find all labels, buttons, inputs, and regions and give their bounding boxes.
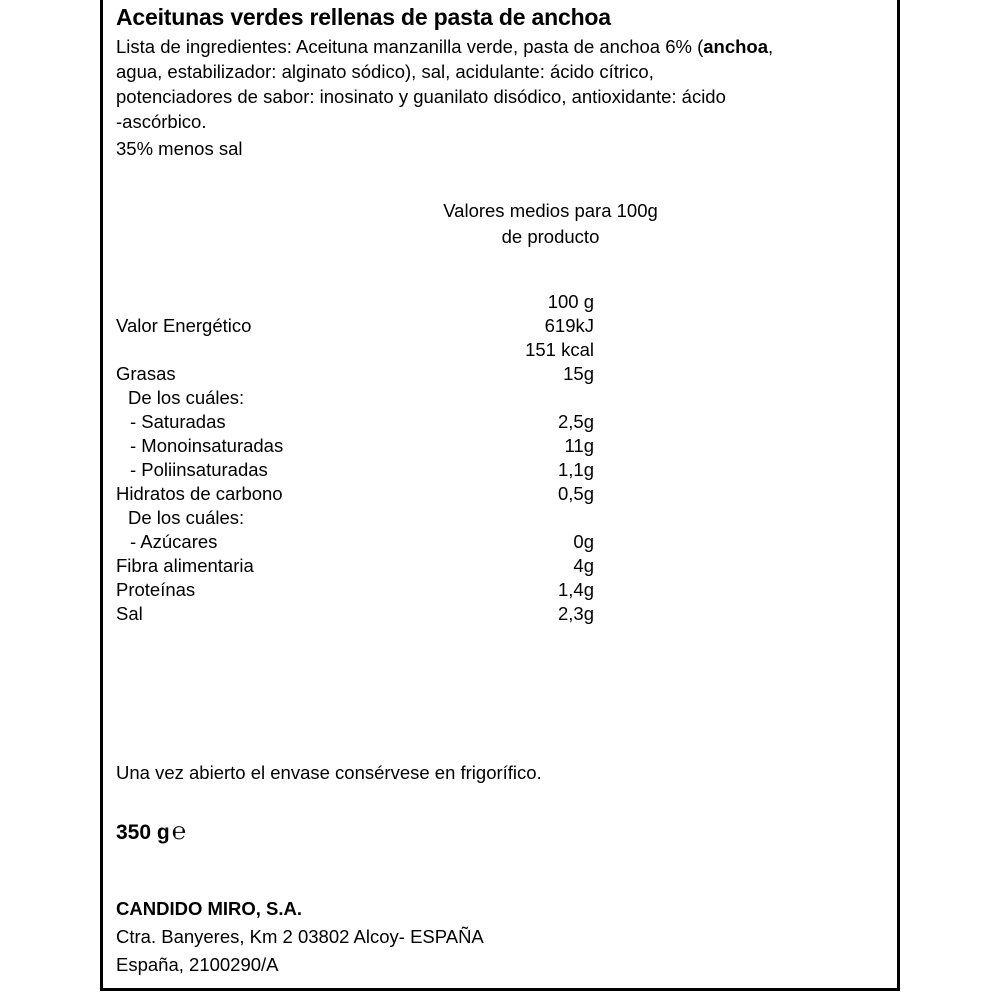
nutrient-value: 0,5g (557, 483, 594, 504)
table-row-carbs-ofwhich (116, 506, 594, 530)
nutrient-label: Grasas (116, 363, 176, 384)
table-row-fibre (116, 554, 594, 578)
nutrient-label: Valor Energético (116, 315, 252, 336)
nutrient-value: 11g (564, 435, 594, 456)
page-title: Aceitunas verdes rellenas de pasta de anchoa (116, 4, 611, 30)
nutrition-header-line-2: de producto (501, 226, 600, 247)
nutrient-value: 151 kcal (525, 339, 594, 360)
table-row-fat-ofwhich (116, 386, 594, 410)
storage-instructions: Una vez abierto el envase consérvese en frigorífico. (116, 762, 542, 783)
nutrient-label: De los cuáles: (128, 507, 245, 528)
nutrient-value: 619kJ (544, 315, 594, 336)
nutrition-column-header-row (116, 290, 594, 314)
nutrient-value: 4g (573, 555, 594, 576)
table-row-sugars (116, 530, 594, 554)
nutrient-value: 15g (563, 363, 594, 384)
nutrition-column-header: 100 g (547, 291, 594, 312)
ingredients-block (116, 34, 886, 134)
ingredients-line-2: agua, estabilizador: alginato sódico), sal, acidulante: ácido cítrico, (116, 61, 654, 82)
net-weight (116, 818, 186, 846)
ingredients-line-4: -ascórbico. (116, 111, 207, 132)
nutrition-table-header (428, 198, 673, 250)
table-row-salt (116, 602, 594, 626)
nutrient-label: - Poliinsaturadas (130, 459, 268, 480)
nutrient-label: Hidratos de carbono (116, 483, 283, 504)
salt-reduction-claim: 35% menos sal (116, 138, 243, 159)
nutrition-label-panel (100, 0, 900, 991)
nutrient-label: Fibra alimentaria (116, 555, 254, 576)
nutrient-label: De los cuáles: (128, 387, 245, 408)
nutrient-label: Sal (116, 603, 143, 624)
nutrient-value: 1,4g (557, 579, 594, 600)
nutrient-label: - Saturadas (130, 411, 226, 432)
nutrient-value: 2,5g (557, 411, 594, 432)
allergen-anchoa: anchoa (703, 36, 769, 57)
nutrient-value: 1,1g (557, 459, 594, 480)
table-row-protein (116, 578, 594, 602)
company-name: CANDIDO MIRO, S.A. (116, 898, 303, 919)
table-row-energy-kcal (116, 338, 594, 362)
table-row-energy (116, 314, 594, 338)
nutrient-label: - Monoinsaturadas (130, 435, 284, 456)
company-country-code: España, 2100290/A (116, 954, 279, 975)
ingredients-line-3: potenciadores de sabor: inosinato y guanilato disódico, antioxidante: ácido (116, 86, 726, 107)
nutrient-value: 2,3g (557, 603, 594, 624)
company-address: Ctra. Banyeres, Km 2 03802 Alcoy- ESPAÑA (116, 926, 484, 947)
table-row-fat (116, 362, 594, 386)
nutrient-label: - Azúcares (130, 531, 218, 552)
manufacturer-block (116, 895, 484, 979)
nutrient-value: 0g (573, 531, 594, 552)
ingredients-line-1-post: , (768, 36, 774, 57)
ingredients-line-1 (116, 34, 886, 59)
table-row-carbohydrates (116, 482, 594, 506)
table-row-monounsaturates (116, 434, 594, 458)
table-row-saturates (116, 410, 594, 434)
table-row-polyunsaturates (116, 458, 594, 482)
net-weight-value: 350 g (116, 821, 170, 844)
nutrient-label: Proteínas (116, 579, 196, 600)
nutrition-header-line-1: Valores medios para 100g (443, 200, 658, 221)
ingredients-line-1-pre: Lista de ingredientes: Aceituna manzanilla verde, pasta de anchoa 6% ( (116, 36, 704, 57)
nutrition-table (116, 290, 594, 626)
estimated-sign-icon: ℮ (171, 818, 187, 845)
